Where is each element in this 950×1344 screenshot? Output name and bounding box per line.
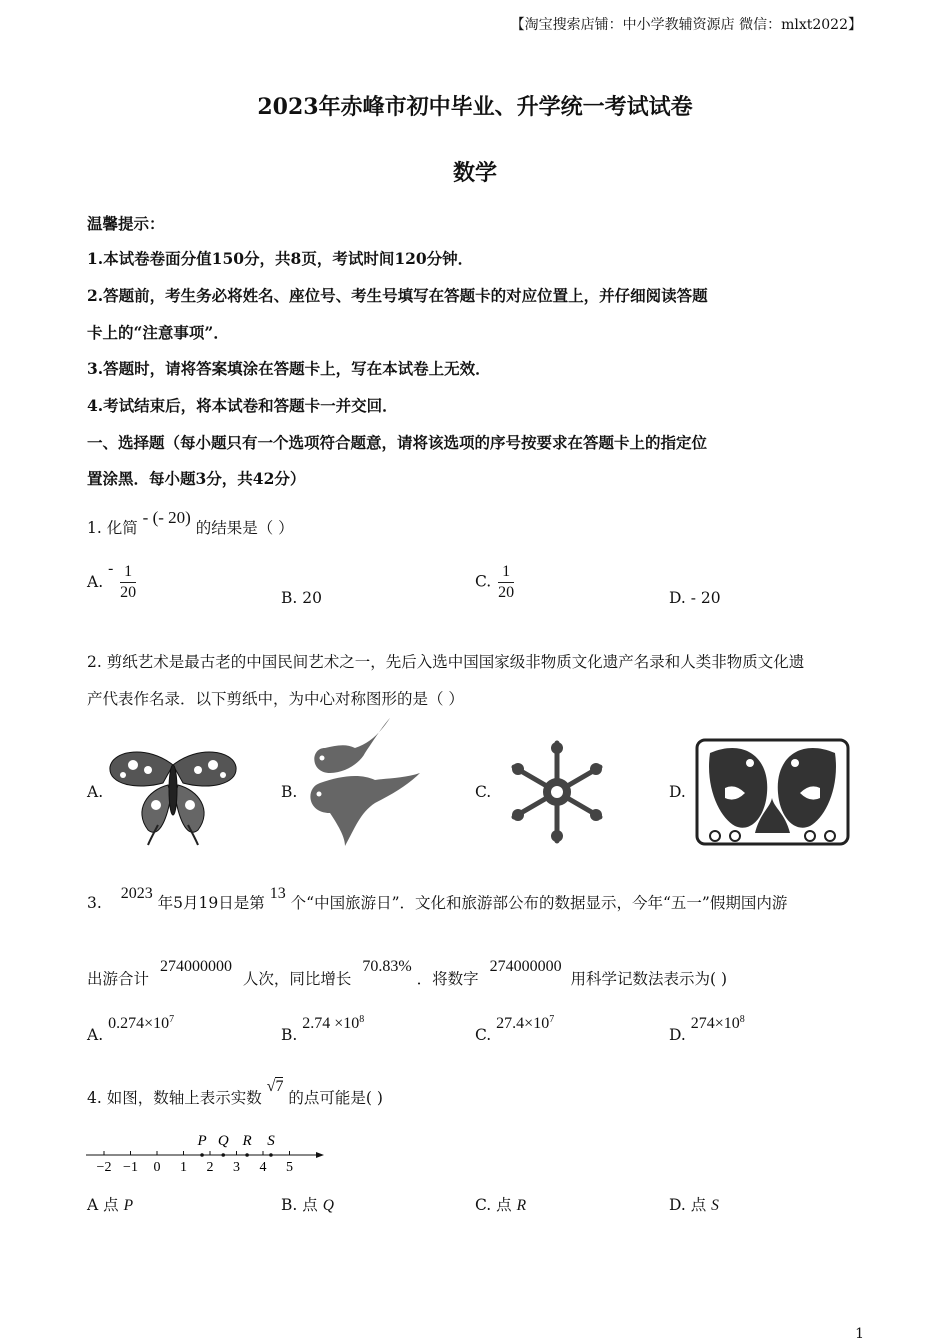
point-label-Q: Q [217,1133,229,1149]
number-line-axis [86,1152,324,1158]
q3-year: 2023 [120,885,153,902]
point-label-R: R [242,1133,252,1149]
number-line-figure [86,1128,326,1178]
q1-option-a: A. - $\frac{1}{20}$ [87,559,137,601]
tip-3: 3.答题时，请将答案填涂在答题卡上，写在本试卷上无效． [87,359,491,378]
page-number: 1 [855,1326,864,1342]
q2-option-a-label: A. [87,783,104,801]
subject-title: 数学 [452,160,497,186]
point-dot-R [245,1153,249,1157]
question-4: 4. 如图，数轴上表示实数 √7 的点可能是( ) [87,1078,383,1107]
q3-option-a: A. $0.274\times 10^7$ [87,1014,175,1045]
sqrt-icon: √ [266,1078,276,1095]
point-label-P: P [197,1133,207,1149]
q1-option-c: C. $\frac{1}{20}$ [475,563,515,601]
q1-option-d: D. - 20 [669,589,721,607]
point-label-S: S [267,1133,275,1149]
q4-option-b: B. 点 Q [281,1196,334,1214]
point-dot-S [269,1153,273,1157]
tip-2: 2.答题前，考生务必将姓名、座位号、考生号填写在答题卡的对应位置上，并仔细阅读答题 [87,286,708,305]
q1-prefix: 1. 化简 [87,519,138,537]
tip-4: 4.考试结束后，将本试卷和答题卡一并交回． [87,396,398,415]
q4-option-a: A 点 P [87,1196,134,1214]
q1-expression: - (- 20) [142,508,191,527]
q4-option-c: C. 点 R [475,1196,527,1214]
q2-option-b-label: B. [281,783,298,801]
q3-value-1: 274000000 [159,958,232,975]
q3-number-13: 13 [269,885,286,902]
q3-option-d: D. $274\times 10^8$ [669,1014,745,1045]
q1-option-c-fraction: $\frac{1}{20}$ [498,563,515,601]
section1-heading-cont: 置涂黑．每小题3分，共42分） [87,469,306,488]
page-title: 2023年赤峰市初中毕业、升学统一考试试卷 [257,94,693,120]
q3-option-c: C. $27.4\times 10^7$ [475,1014,555,1045]
tick-label: 1 [180,1160,187,1175]
tip-1: 1.本试卷卷面分值150分，共8页，考试时间120分钟． [87,249,474,268]
point-dot-Q [221,1153,225,1157]
question-1 [87,508,294,538]
q1-option-a-sign: - [108,559,114,577]
q2-option-d-label: D. [669,783,686,801]
question-2-line2: 产代表作名录．以下剪纸中，为中心对称图形的是（ ） [87,690,464,708]
tick-label: 4 [259,1160,267,1175]
question-2-line1: 2. 剪纸艺术是最古老的中国民间艺术之一，先后入选中国国家级非物质文化遗产名录和人类非物质文化遗 [87,653,805,671]
snowflake-papercut-image [500,738,615,846]
q3-option-b: B. $2.74 \times 10^8$ [281,1014,365,1045]
question-3-line2: 出游合计 274000000 人次，同比增长 70.83% ．将数字 274000000 用科学记数法表示为( ) [87,958,728,988]
q3-value-2: 274000000 [489,958,562,975]
tick-label: 5 [286,1160,293,1175]
tick-label: 2 [206,1160,214,1175]
tick-label: 0 [153,1160,161,1175]
header-shop-text: 【淘宝搜索店铺：中小学教辅资源店 微信：mlxt2022】 [510,17,862,33]
section1-heading: 一、选择题（每小题只有一个选项符合题意，请将该选项的序号按要求在答题卡上的指定位 [87,433,708,452]
question-3-line1: 3. 2023 年5月19日是第 13 个“中国旅游日”．文化和旅游部公布的数据显示，今年“五一”假期国内游 [87,885,788,912]
q1-suffix: 的结果是（ ） [195,519,294,537]
tick-label: −2 [96,1160,112,1175]
q2-option-c-label: C. [475,783,492,801]
q4-option-d: D. 点 S [669,1196,719,1214]
tips-heading: 温馨提示： [87,214,165,233]
point-dot-P [200,1153,204,1157]
tick-label: 3 [233,1160,240,1175]
q1-option-a-fraction: $\frac{1}{20}$ [120,563,137,601]
q1-option-b: B. 20 [281,589,322,607]
butterfly-papercut-image [108,745,238,845]
tip-2-cont: 卡上的“注意事项”． [87,323,229,342]
swallows-papercut-image [305,718,420,846]
fish-papercut-image [695,738,850,846]
tick-label: −1 [123,1160,138,1175]
q4-sqrt: √7 [266,1078,284,1095]
q3-percent: 70.83% [362,958,412,975]
